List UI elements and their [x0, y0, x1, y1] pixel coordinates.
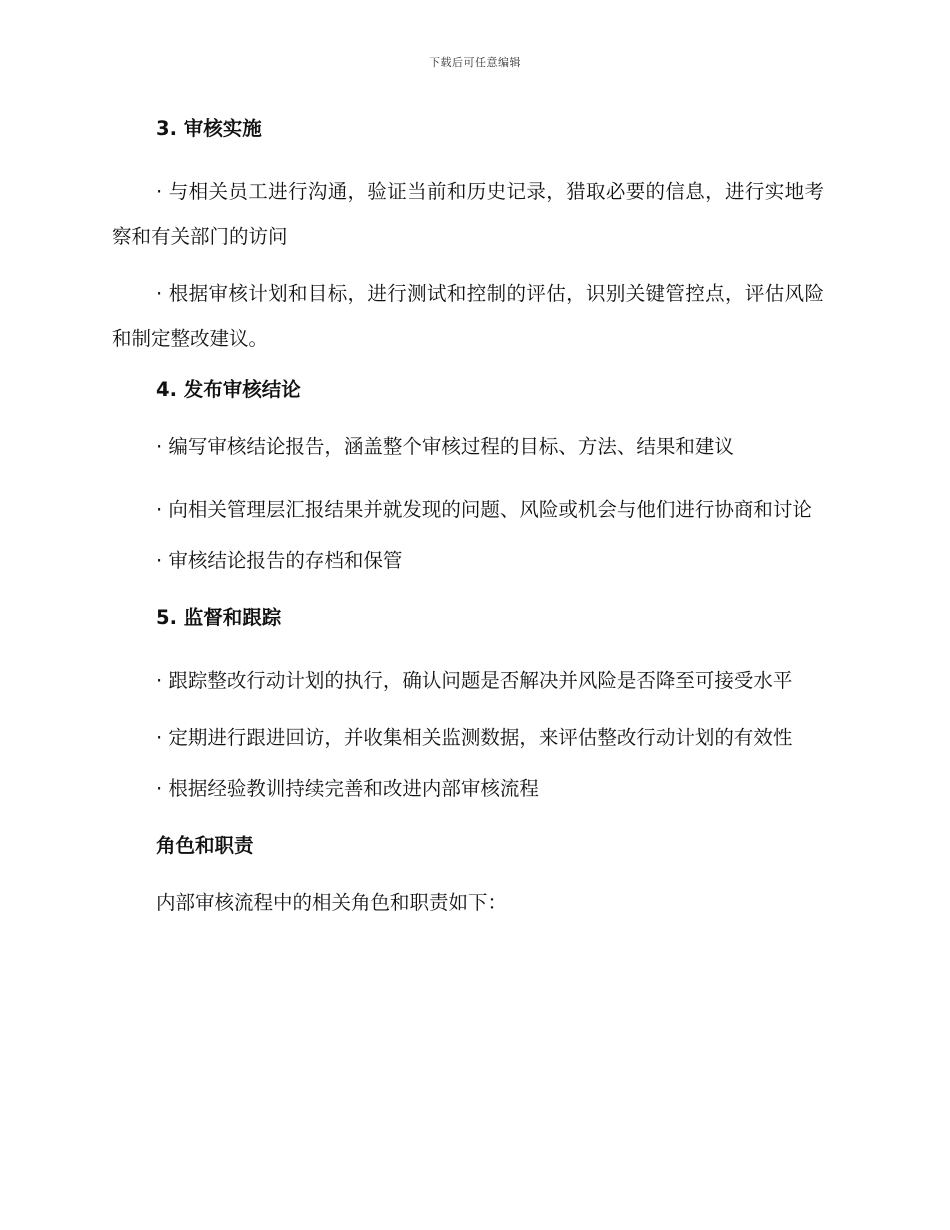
paragraph-archive-report: · 审核结论报告的存档和保管: [156, 549, 403, 572]
document-body: [112, 112, 824, 943]
paragraph-report-management: · 向相关管理层汇报结果并就发现的问题、风险或机会与他们进行协商和讨论: [156, 498, 812, 521]
paragraph-track-plan: · 跟踪整改行动计划的执行，确认问题是否解决并风险是否降至可接受水平: [156, 669, 793, 692]
section-heading-publish-conclusion: 4. 发布审核结论: [156, 378, 301, 401]
paragraph-communication: · 与相关员工进行沟通，验证当前和历史记录，猎取必要的信息，进行实地考察和有关部门的访问: [112, 180, 824, 248]
paragraph-follow-up: · 定期进行跟进回访，并收集相关监测数据，来评估整改行动计划的有效性: [156, 726, 793, 749]
paragraph-testing-evaluation: · 根据审核计划和目标，进行测试和控制的评估，识别关键管控点，评估风险和制定整改建议。: [112, 282, 824, 350]
section-heading-monitor-track: 5. 监督和跟踪: [156, 606, 282, 629]
paragraph-continuous-improvement: · 根据经验教训持续完善和改进内部审核流程: [156, 777, 539, 800]
section-heading-audit-implementation: 3. 审核实施: [156, 117, 262, 140]
paragraph-roles-intro: 内部审核流程中的相关角色和职责如下：: [156, 891, 508, 914]
paragraph-write-report: · 编写审核结论报告，涵盖整个审核过程的目标、方法、结果和建议: [156, 435, 734, 458]
section-heading-roles: 角色和职责: [156, 834, 254, 857]
page-header: 下载后可任意编辑: [429, 56, 521, 69]
